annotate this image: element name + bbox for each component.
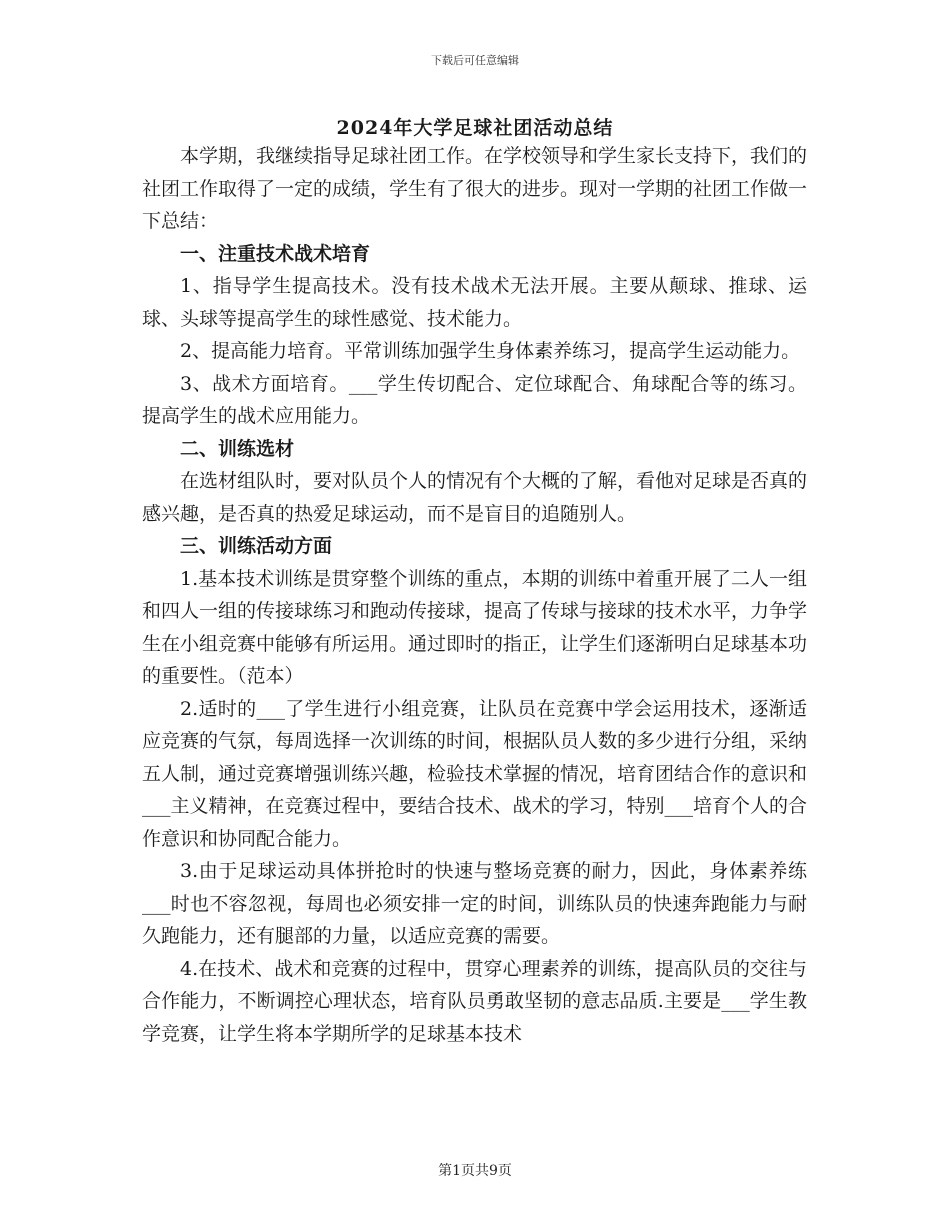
document-title: 2024年大学足球社团活动总结: [336, 117, 614, 139]
section-heading-3: 三、训练活动方面: [180, 535, 333, 557]
document-body: [142, 140, 807, 1050]
paragraph-2-1: 在选材组队时，要对队员个人的情况有个大概的了解，看他对足球是否真的感兴趣，是否真的热爱足球运动，而不是盲目的追随别人。: [142, 470, 808, 525]
paragraph-1-1: 1、指导学生提高技术。没有技术战术无法开展。主要从颠球、推球、运球、头球等提高学生的球性感觉、技术能力。: [142, 275, 807, 330]
page-header-note: 下载后可任意编辑: [431, 54, 519, 67]
paragraph-3-3: 3.由于足球运动具体拼抢时的快速与整场竞赛的耐力，因此，身体素养练___时也不容忽视，每周也必须安排一定的时间，训练队员的快速奔跑能力与耐久跑能力，还有腿部的力量，以适应竞赛的需要。: [142, 860, 807, 947]
paragraph-3-1: 1.基本技术训练是贯穿整个训练的重点，本期的训练中着重开展了二人一组和四人一组的传接球练习和跑动传接球，提高了传球与接球的技术水平，力争学生在小组竞赛中能够有所运用。通过即时的指正，让学生们逐渐明白足球基本功的重要性。（范本）: [142, 567, 808, 687]
paragraph-3-4: 4.在技术、战术和竞赛的过程中，贯穿心理素养的训练，提高队员的交往与合作能力，不断调控心理状态，培育队员勇敢坚韧的意志品质.主要是___学生教学竞赛，让学生将本学期所学的足球基本技术: [142, 957, 807, 1045]
paragraph-1-2: 2、提高能力培育。平常训练加强学生身体素养练习，提高学生运动能力。: [180, 340, 801, 362]
page-number: 第1页共9页: [438, 1163, 512, 1179]
section-heading-1: 一、注重技术战术培育: [180, 242, 371, 265]
paragraph-3-2: 2.适时的___了学生进行小组竞赛，让队员在竞赛中学会运用技术，逐渐适应竞赛的气氛，每周选择一次训练的时间，根据队员人数的多少进行分组，采纳五人制，通过竞赛增强训练兴趣，检验技术掌握的情况，培育团结合作的意识和___主义精神，在竞赛过程中，要结合技术、战术的学习，特别___培育个人的合作意识和协同配合能力。: [142, 697, 808, 850]
paragraph-1-3: 3、战术方面培育。___学生传切配合、定位球配合、角球配合等的练习。提高学生的战术应用能力。: [142, 372, 807, 427]
section-heading-2: 二、训练选材: [180, 437, 295, 460]
intro-paragraph: 本学期，我继续指导足球社团工作。在学校领导和学生家长支持下，我们的社团工作取得了一定的成绩，学生有了很大的进步。现对一学期的社团工作做一下总结：: [142, 145, 808, 232]
